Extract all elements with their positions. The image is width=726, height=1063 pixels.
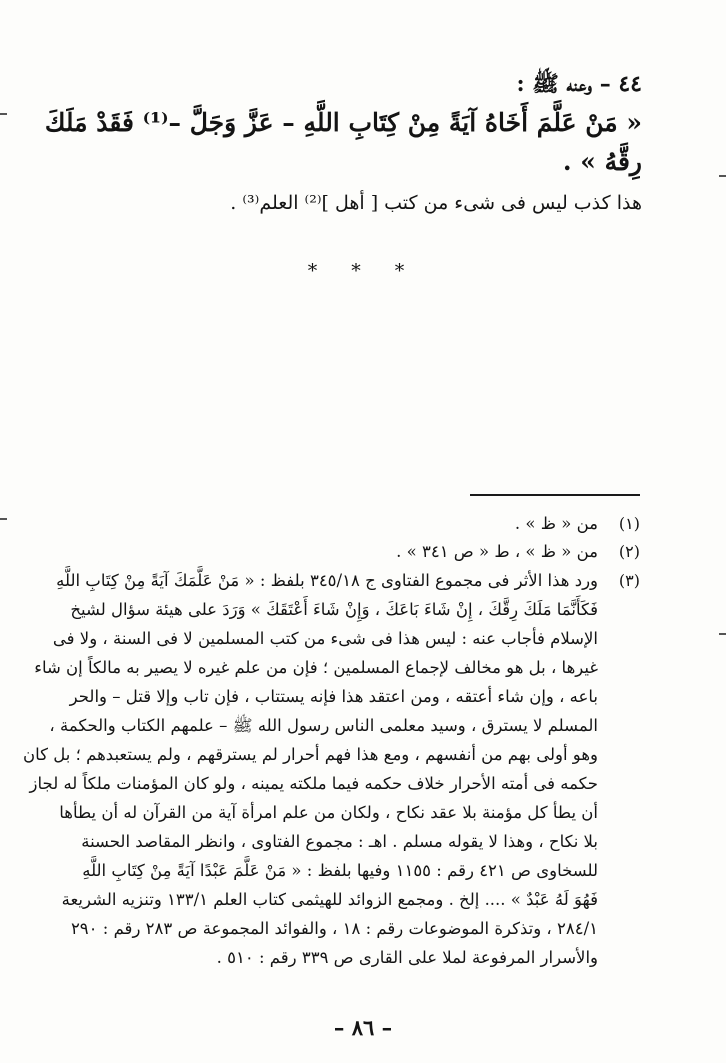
- footnote-number-2: (٢): [618, 542, 640, 561]
- footnote-3-line: فَهُوَ لَهُ عَبْدٌ » .... إلخ . ومجمع الزوائد للهيثمى كتاب العلم ١٣٣/١ وتنزيه الشريعة: [61, 890, 598, 909]
- footnote-text-2: من « ظ » ، ط « ص ٣٤١ » .: [396, 542, 598, 561]
- hadith-text-line-1: « مَنْ عَلَّمَ أَخَاهُ آيَةً مِنْ كِتَابِ اللَّهِ – عَزَّ وَجَلَّ –⁽¹⁾ فَقَدْ مَلَكَ: [44, 108, 642, 137]
- footnote-3-line: غيرها ، بل هو مخالف لإجماع المسلمين ؛ فإن من علم غيره لا يصير به مالكاً إن شاء: [34, 658, 598, 677]
- scan-edge-mark: [719, 633, 726, 635]
- hadith-text-line-2: رِقَّهُ » .: [562, 147, 642, 176]
- footnote-3-line: للسخاوى ص ٤٢١ رقم : ١١٥٥ وفيها بلفظ : « مَنْ عَلَّمَ عَبْدًا آيَةً مِنْ كِتَابِ اللَّهِ: [82, 861, 598, 880]
- footnote-number-3: (٣): [618, 571, 640, 590]
- footnote-3-line: وهو أولى بهم من أنفسهم ، ومع هذا فهم أحرار لم يسترقهم ، ولم يستعبدهم ؛ بل كان: [23, 745, 598, 764]
- footnote-3-line: فَكَأَنَّمَا مَلَكَ رِقَّكَ ، إِنْ شَاءَ بَاعَكَ ، وَإِنْ شَاءَ أَعْتَقَكَ » وَرَدَ على هيئة سؤال لشيخ: [70, 600, 598, 619]
- section-separator-stars: * * *: [307, 260, 419, 282]
- footnote-3-line: بلا نكاح ، وهذا لا يقوله مسلم . اهـ : مجموع الفتاوى ، وانظر المقاصد الحسنة: [81, 832, 598, 851]
- footnote-number-1: (١): [618, 514, 640, 533]
- footnote-3-line: الإسلام فأجاب عنه : ليس هذا فى شىء من كتب المسلمين لا فى السنة ، ولا فى: [52, 629, 598, 648]
- footnote-3-line: ورد هذا الأثر فى مجموع الفتاوى ج ٣٤٥/١٨ بلفظ : « مَنْ عَلَّمَكَ آيَةً مِنْ كِتَابِ اللَّهِ: [56, 571, 598, 590]
- footnote-text-1: من « ظ » .: [514, 514, 598, 533]
- footnote-3-line: والأسرار المرفوعة لملا على القارى ص ٣٣٩ رقم : ٥١٠ .: [216, 948, 598, 967]
- footnote-3-line: المسلم لا يسترق ، وسيد معلمى الناس رسول الله ﷺ – علمهم الكتاب والحكمة ،: [49, 716, 598, 735]
- scan-edge-mark: [719, 175, 726, 177]
- footnote-rule: [470, 494, 640, 496]
- footnote-3-line: ٢٨٤/١ ، وتذكرة الموضوعات رقم : ١٨ ، والفوائد المجموعة ص ٢٨٣ رقم : ٢٩٠: [70, 919, 598, 938]
- scan-edge-mark: [0, 518, 7, 520]
- page-number: – ٨٦ –: [333, 1015, 393, 1040]
- footnote-3-line: أن يطأ كل مؤمنة بلا عقد نكاح ، ولكان من علم امرأة آية من القرآن له أن يطأها: [59, 803, 598, 822]
- footnote-3-line: باعه ، وإن شاء أعتقه ، ومن اعتقد هذا فإنه يستتاب ، فإن تاب وإلا قتل – والحر: [69, 687, 598, 706]
- hadith-heading: ٤٤ – وعنه ﷺ :: [516, 71, 642, 97]
- scan-edge-mark: [0, 113, 7, 115]
- verdict-line: هذا كذب ليس فى شىء من كتب [ أهل ]⁽²⁾ العلم⁽³⁾ .: [230, 192, 642, 214]
- footnote-3-line: حكمه فى أمته الأحرار خلاف حكمه فيما ملكته يمينه ، ولو كان المؤمنات ملكاً له لجاز: [29, 774, 598, 793]
